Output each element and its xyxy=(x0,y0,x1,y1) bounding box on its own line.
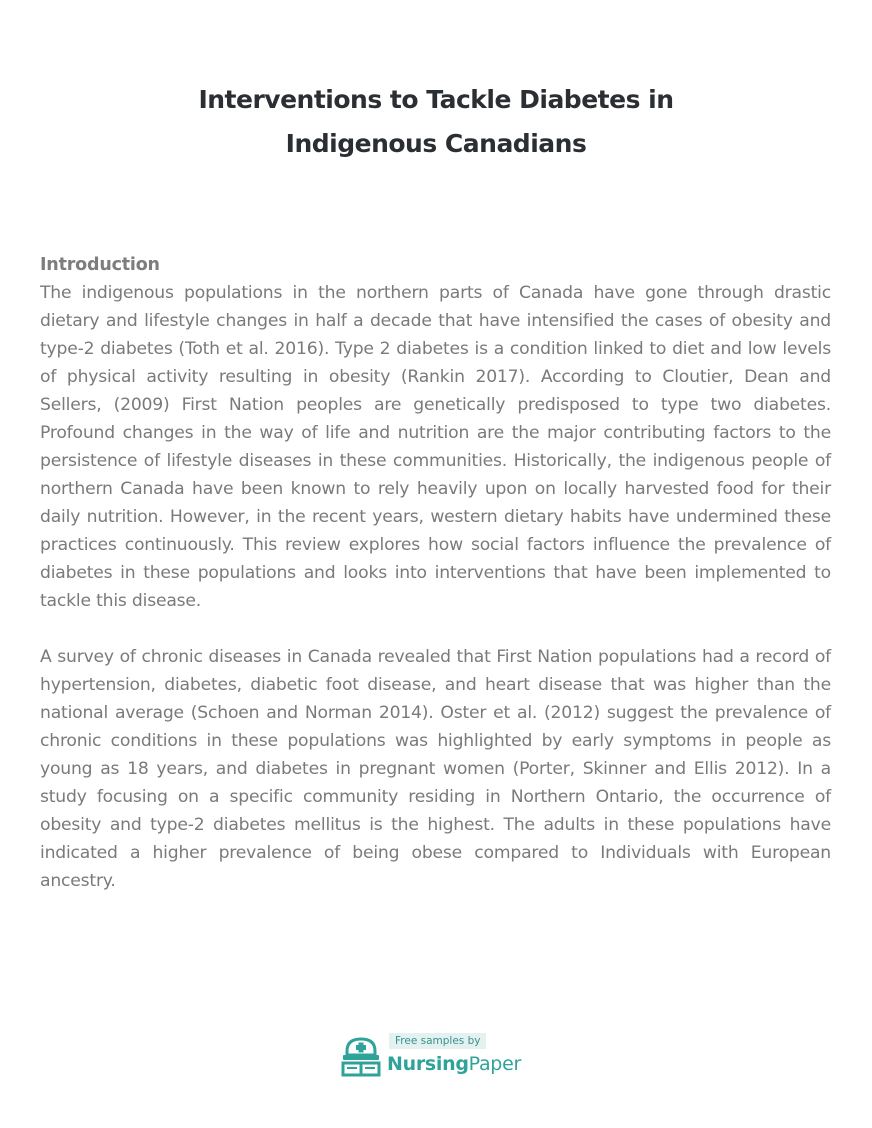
paragraph-1: The indigenous populations in the northern parts of Canada have gone through drastic dietary and lifestyle changes in half a decade that have intensified the cases of obesity and type-2 diabetes (Toth et al. 2016). Type 2 diabetes is a condition linked to diet and low levels of physical activity resulting in obesity (Rankin 2017). According to Cloutier, Dean and Sellers, (2009) First Nation peoples are genetically predisposed to type two diabetes. Profound changes in the way of life and nutrition are the major contributing factors to the persistence of lifestyle diseases in these communities. Historically, the indigenous people of northern Canada have been known to rely heavily upon on locally harvested food for their daily nutrition. However, in the recent years, western dietary habits have undermined these practices continuously. This review explores how social factors influence the prevalence of diabetes in these populations and looks into interventions that have been implemented to tackle this disease. xyxy=(40,283,831,611)
document-title xyxy=(0,78,872,166)
paragraph-2: A survey of chronic diseases in Canada revealed that First Nation populations had a record of hypertension, diabetes, diabetic foot disease, and heart disease that was higher than the national average (Schoen and Norman 2014). Oster et al. (2012) suggest the prevalence of chronic conditions in these populations was highlighted by early symptoms in people as young as 18 years, and diabetes in pregnant women (Porter, Skinner and Ellis 2012). In a study focusing on a specific community residing in Northern Ontario, the occurrence of obesity and type-2 diabetes mellitus is the highest. The adults in these populations have indicated a higher prevalence of being obese compared to Individuals with European ancestry. xyxy=(40,647,831,891)
brand-logo xyxy=(339,1031,539,1079)
nurse-cap-book-icon xyxy=(339,1033,383,1077)
logo-brand-bold: Nursing xyxy=(387,1053,469,1075)
title-line-2: Indigenous Canadians xyxy=(285,129,587,158)
section-heading: Introduction xyxy=(40,255,160,275)
document-body xyxy=(40,251,831,895)
title-line-1: Interventions to Tackle Diabetes in xyxy=(198,85,674,114)
logo-brand-light: Paper xyxy=(468,1053,521,1075)
logo-brand-name xyxy=(387,1051,521,1077)
logo-tagline: Free samples by xyxy=(389,1033,486,1049)
